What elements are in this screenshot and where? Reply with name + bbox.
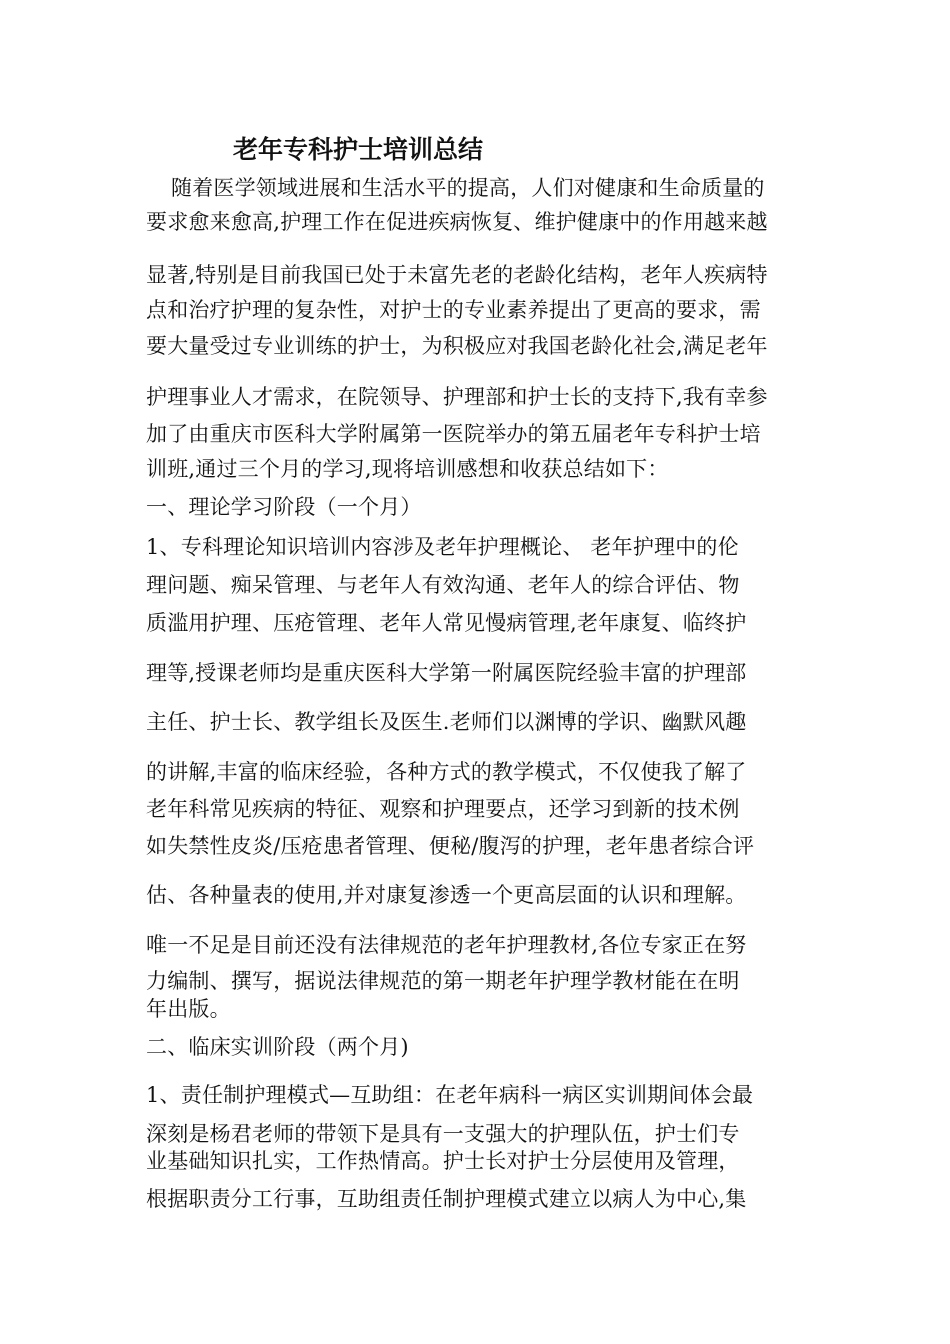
paragraph-line: 随着医学领域进展和生活水平的提高，人们对健康和生命质量的 [171, 176, 765, 200]
paragraph-line: 质滥用护理、压疮管理、老年人常见慢病管理,老年康复、临终护 [146, 611, 747, 635]
paragraph-line: 训班,通过三个月的学习,现将培训感想和收获总结如下： [146, 457, 669, 481]
paragraph-line: 护理事业人才需求，在院领导、护理部和护士长的支持下,我有幸参 [146, 385, 768, 409]
paragraph-line: 显著,特别是目前我国已处于未富先老的老龄化结构，老年人疾病特 [146, 263, 768, 287]
paragraph-line: 理等,授课老师均是重庆医科大学第一附属医院经验丰富的护理部 [146, 661, 747, 685]
paragraph-line: 根据职责分工行事，互助组责任制护理模式建立以病人为中心,集 [146, 1187, 747, 1211]
section-heading: 二、临床实训阶段（两个月) [146, 1035, 409, 1059]
paragraph-line: 1、责任制护理模式—互助组：在老年病科一病区实训期间体会最 [146, 1083, 754, 1107]
paragraph-line: 如失禁性皮炎/压疮患者管理、便秘/腹泻的护理，老年患者综合评 [146, 834, 755, 858]
paragraph-line: 估、各种量表的使用,并对康复渗透一个更高层面的认识和理解。 [146, 883, 747, 907]
paragraph-line: 的讲解,丰富的临床经验，各种方式的教学模式，不仅使我了解了 [146, 760, 747, 784]
paragraph-line: 1、专科理论知识培训内容涉及老年护理概论、 老年护理中的伦 [146, 535, 739, 559]
paragraph-line: 要大量受过专业训练的护士，为积极应对我国老龄化社会,满足老年 [146, 334, 768, 358]
section-heading: 一、理论学习阶段（一个月） [146, 495, 422, 519]
paragraph-line: 要求愈来愈高,护理工作在促进疾病恢复、维护健康中的作用越来越 [146, 210, 768, 234]
paragraph-line: 主任、护士长、教学组长及医生.老师们以渊博的学识、幽默风趣 [146, 710, 747, 734]
paragraph-line: 点和治疗护理的复杂性，对护士的专业素养提出了更高的要求，需 [146, 298, 761, 322]
paragraph-line: 力编制、撰写，据说法律规范的第一期老年护理学教材能在在明 [146, 969, 740, 993]
paragraph-line: 深刻是杨君老师的带领下是具有一支强大的护理队伍，护士们专 [146, 1122, 740, 1146]
paragraph-line: 理问题、痴呆管理、与老年人有效沟通、老年人的综合评估、物 [146, 573, 740, 597]
paragraph-line: 加了由重庆市医科大学附属第一医院举办的第五届老年专科护士培 [146, 422, 761, 446]
paragraph-line: 老年科常见疾病的特征、观察和护理要点，还学习到新的技术例 [146, 797, 740, 821]
paragraph-line: 唯一不足是目前还没有法律规范的老年护理教材,各位专家正在努 [146, 933, 747, 957]
paragraph-line: 业基础知识扎实，工作热情高。护士长对护士分层使用及管理， [146, 1149, 740, 1173]
paragraph-line: 年出版。 [146, 997, 231, 1021]
document-title: 老年专科护士培训总结 [233, 135, 484, 164]
